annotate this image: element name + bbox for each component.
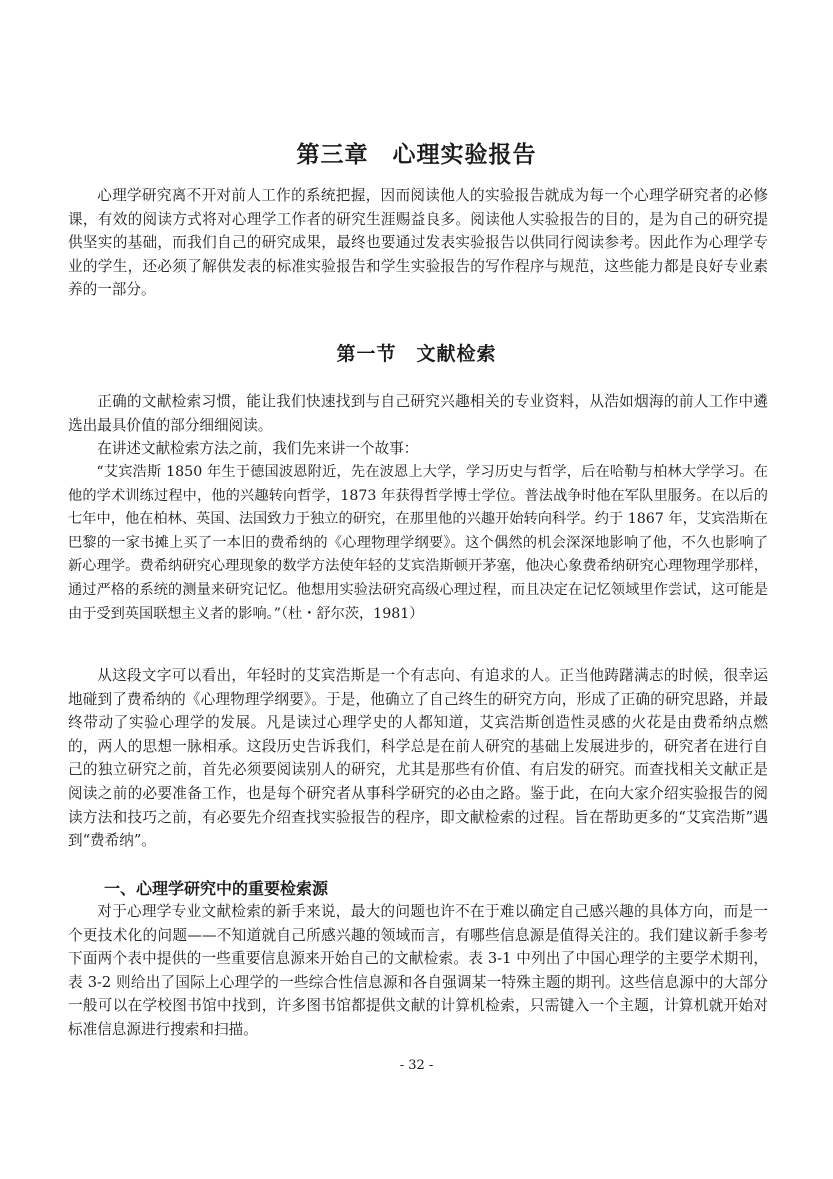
subsection-heading: 一、心理学研究中的重要检索源	[104, 879, 329, 898]
page-number: - 32 -	[399, 1058, 434, 1073]
body-paragraph: 对于心理学专业文献检索的新手来说，最大的问题也许不在于难以确定自己感兴趣的具体方向，而是一个更技术化的问题——不知道就自己所感兴趣的领域而言，有哪些信息源是值得关注的。我们建议新手参考下面两个表中提供的一些重要信息源来开始自己的文献检索。表 3-1 中列出了中国心理学的主要学术期刊，表 3-2 则给出了国际上心理学的一些综合性信息源和各自强调某一特殊主题的期刊。这些信息源中的大部分一般可以在学校图书馆中找到，许多图书馆都提供文献的计算机检索，只需键入一个主题，计算机就开始对标准信息源进行搜索和扫描。	[68, 903, 768, 1038]
quote-paragraph: “艾宾浩斯 1850 年生于德国波恩附近，先在波恩上大学，学习历史与哲学，后在哈勒与柏林大学学习。在他的学术训练过程中，他的兴趣转向哲学，1873 年获得哲学博士学位。普法战争时他在军队里服务。在以后的七年中，他在柏林、英国、法国致力于独立的研究，在那里他的兴趣开始转向科学。约于 1867 年，艾宾浩斯在巴黎的一家书摊上买了一本旧的费希纳的《心理物理学纲要》。这个偶然的机会深深地影响了他，不久也影响了新心理学。费希纳研究心理现象的数学方法使年轻的艾宾浩斯顿开茅塞，他决心象费希纳研究心理物理学那样，通过严格的系统的测量来研究记忆。他想用实验法研究高级心理过程，而且决定在记忆领域里作尝试，这可能是由于受到英国联想主义者的影响。”（杜・舒尔茨，1981）	[68, 464, 768, 622]
body-paragraph: 从这段文字可以看出，年轻时的艾宾浩斯是一个有志向、有追求的人。正当他踌躇满志的时候，很幸运地碰到了费希纳的《心理物理学纲要》。于是，他确立了自己终生的研究方向，形成了正确的研究思路，并最终带动了实验心理学的发展。凡是读过心理学史的人都知道，艾宾浩斯创造性灵感的火花是由费希纳点燃的，两人的思想一脉相承。这段历史告诉我们，科学总是在前人研究的基础上发展进步的，研究者在进行自己的独立研究之前，首先必须要阅读别人的研究，尤其是那些有价值、有启发的研究。而查找相关文献正是阅读之前的必要准备工作，也是每个研究者从事科学研究的必由之路。鉴于此，在向大家介绍实验报告的阅读方法和技巧之前，有必要先介绍查找实验报告的程序，即文献检索的过程。旨在帮助更多的“艾宾浩斯”遇到“费希纳”。	[68, 667, 768, 850]
intro-paragraph: 心理学研究离不开对前人工作的系统把握，因而阅读他人的实验报告就成为每一个心理学研究者的必修课，有效的阅读方式将对心理学工作者的研究生涯赐益良多。阅读他人实验报告的目的，是为自己的研究提供坚实的基础，而我们自己的研究成果，最终也要通过发表实验报告以供同行阅读参考。因此作为心理学专业的学生，还必须了解供发表的标准实验报告和学生实验报告的写作程序与规范，这些能力都是良好专业素养的一部分。	[68, 187, 768, 299]
chapter-title: 第三章 心理实验报告	[296, 142, 537, 168]
section-title: 第一节 文献检索	[336, 343, 497, 365]
body-paragraph: 正确的文献检索习惯，能让我们快速找到与自己研究兴趣相关的专业资料，从浩如烟海的前人工作中遴选出最具价值的部分细细阅读。	[68, 393, 768, 434]
body-paragraph: 在讲述文献检索方法之前，我们先来讲一个故事：	[97, 440, 419, 457]
